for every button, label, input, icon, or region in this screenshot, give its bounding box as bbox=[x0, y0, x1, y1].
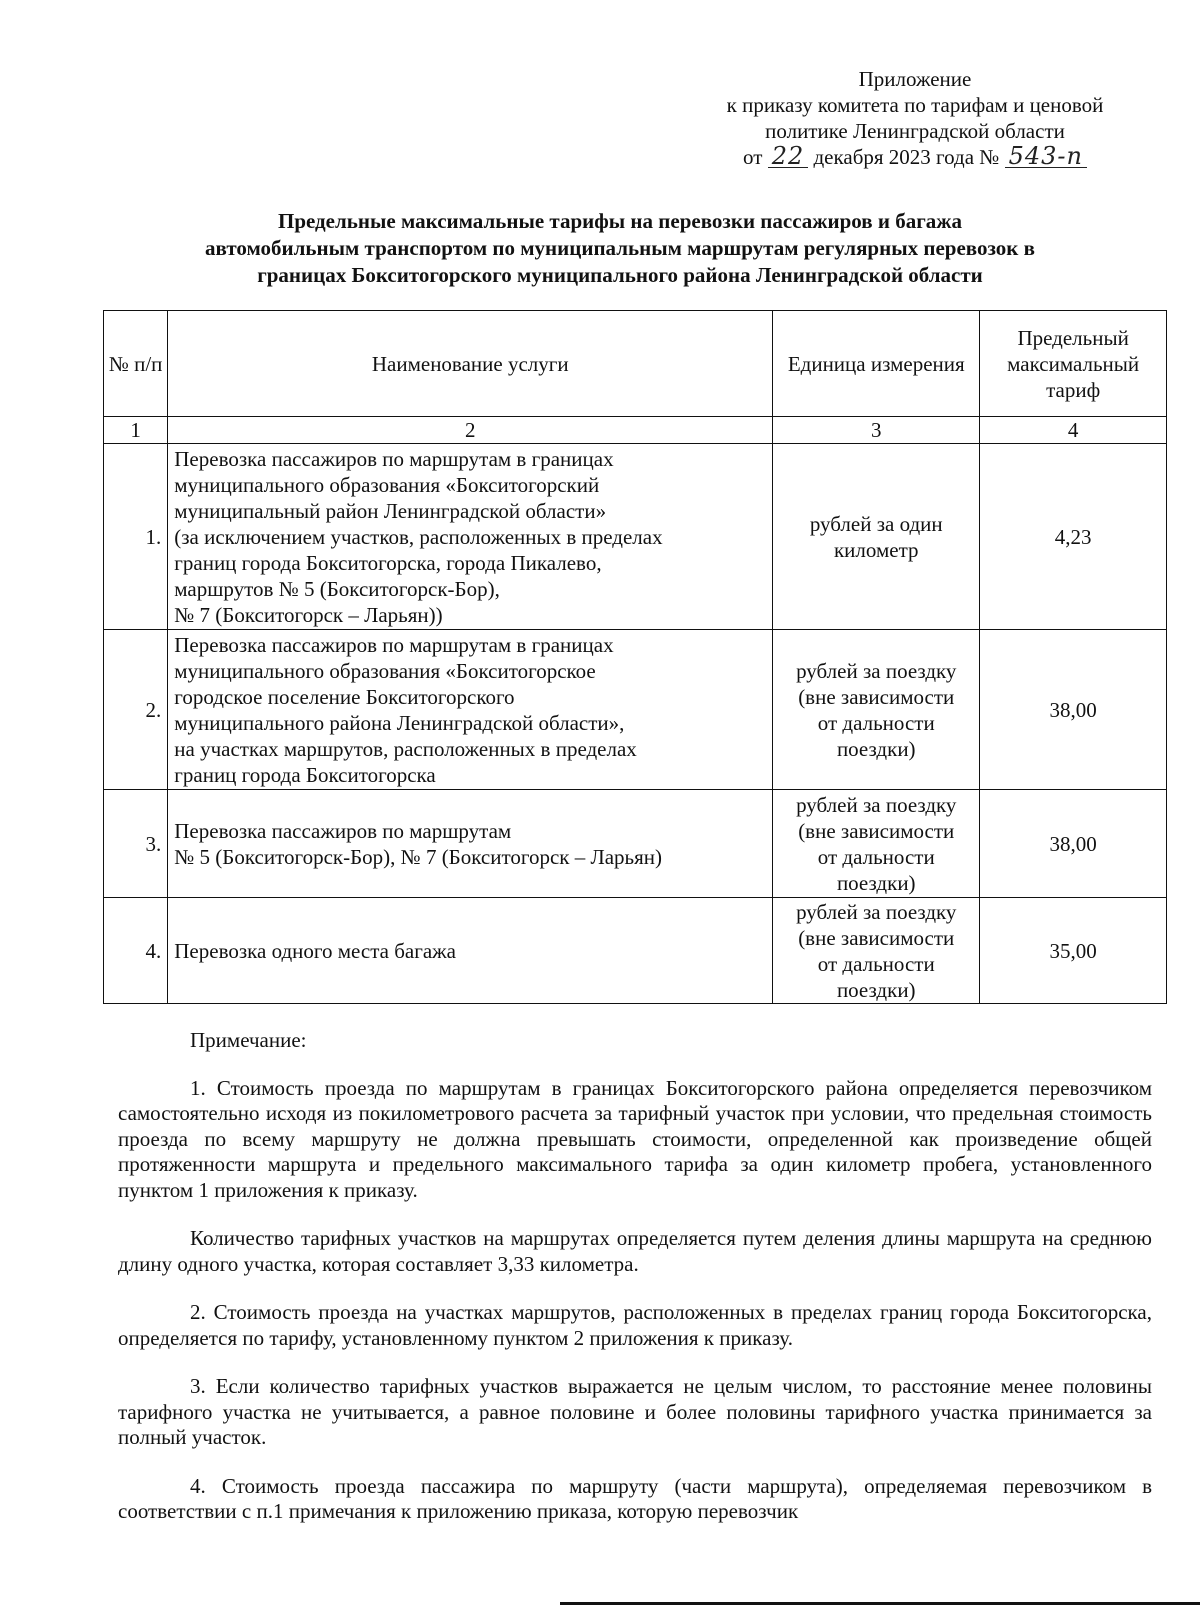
appendix-line: политике Ленинградской области bbox=[765, 119, 1065, 143]
tariff-table bbox=[103, 310, 1167, 1004]
header-tariff: Предельный максимальный тариф bbox=[980, 311, 1167, 417]
appendix-line: Приложение bbox=[858, 67, 972, 91]
appendix-line: к приказу комитета по тарифам и ценовой bbox=[726, 93, 1104, 117]
service-name-text: Перевозка пассажиров по маршрутам в границах муниципального образования «Бокситогорский муниципальный район Ленинградской области» (за исключением участков, расположенных в пределах границ города Бокситогорска, города Пикалево, маршрутов № 5 (Бокситогорск-Бор), № 7 (Бокситогорск – Ларьян)) bbox=[174, 446, 663, 627]
table-row bbox=[104, 444, 1167, 630]
row-number: 2. bbox=[104, 630, 168, 790]
bottom-scan-line bbox=[560, 1602, 1200, 1605]
column-number: 4 bbox=[980, 417, 1167, 444]
date-rest: декабря 2023 года № bbox=[813, 145, 1000, 169]
unit-text: рублей за поездку (вне зависимости от дальности поездки) bbox=[796, 899, 957, 1002]
service-name bbox=[168, 444, 773, 630]
header-num: № п/п bbox=[104, 311, 168, 417]
table-header-row bbox=[104, 311, 1167, 417]
tariff-value: 38,00 bbox=[980, 790, 1167, 898]
tariff-value: 35,00 bbox=[980, 898, 1167, 1004]
title-line: Предельные максимальные тарифы на перевозки пассажиров и багажа bbox=[278, 209, 962, 233]
tariff-value: 38,00 bbox=[980, 630, 1167, 790]
note-paragraph: 4. Стоимость проезда пассажира по маршруту (части маршрута), определяемая перевозчиком в соответствии с п.1 примечания к приложению приказа, которую перевозчик bbox=[118, 1473, 1152, 1523]
note-paragraph: Количество тарифных участков на маршрутах определяется путем деления длины маршрута на среднюю длину одного участка, которая составляет 3,33 километра. bbox=[118, 1226, 1152, 1276]
appendix-header bbox=[690, 66, 1140, 170]
unit-text: рублей за поездку (вне зависимости от дальности поездки) bbox=[796, 792, 957, 895]
service-name-text: Перевозка пассажиров по маршрутам в границах муниципального образования «Бокситогорское городское поселение Бокситогорского муниципального района Ленинградской области», на участках маршрутов, расположенных в пределах границ города Бокситогорска bbox=[174, 632, 637, 787]
column-number: 2 bbox=[168, 417, 773, 444]
document-title bbox=[100, 208, 1140, 289]
header-name: Наименование услуги bbox=[168, 311, 773, 417]
row-number: 3. bbox=[104, 790, 168, 898]
service-name-text: Перевозка пассажиров по маршрутам № 5 (Бокситогорск-Бор), № 7 (Бокситогорск – Ларьян) bbox=[174, 818, 663, 869]
column-number: 3 bbox=[773, 417, 980, 444]
unit-cell bbox=[773, 444, 980, 630]
row-number: 1. bbox=[104, 444, 168, 630]
handwritten-day: 22 bbox=[768, 145, 809, 168]
order-date-line bbox=[690, 144, 1140, 170]
unit-cell bbox=[773, 790, 980, 898]
table-row bbox=[104, 898, 1167, 1004]
service-name bbox=[168, 630, 773, 790]
note-paragraph: 3. Если количество тарифных участков выражается не целым числом, то расстояние менее половины тарифного участка не учитывается, а равное половине и более половины тарифного участка принимается за полный участок. bbox=[118, 1374, 1152, 1449]
service-name bbox=[168, 790, 773, 898]
date-prefix: от bbox=[743, 145, 763, 169]
column-number: 1 bbox=[104, 417, 168, 444]
row-number: 4. bbox=[104, 898, 168, 1004]
notes-heading: Примечание: bbox=[190, 1028, 307, 1052]
unit-cell bbox=[773, 630, 980, 790]
note-paragraph: 2. Стоимость проезда на участках маршрутов, расположенных в пределах границ города Бокситогорска, определяется по тарифу, установленному пунктом 2 приложения к приказу. bbox=[118, 1300, 1152, 1350]
service-name bbox=[168, 898, 773, 1004]
header-unit: Единица измерения bbox=[773, 311, 980, 417]
title-line: автомобильным транспортом по муниципальным маршрутам регулярных перевозок в bbox=[205, 236, 1035, 260]
title-line: границах Бокситогорского муниципального района Ленинградской области bbox=[257, 263, 983, 287]
handwritten-order-number: 543-п bbox=[1005, 145, 1087, 168]
table-row bbox=[104, 790, 1167, 898]
unit-text: рублей за поездку (вне зависимости от дальности поездки) bbox=[796, 658, 957, 761]
unit-text: рублей за один километр bbox=[809, 511, 943, 562]
note-paragraph: 1. Стоимость проезда по маршрутам в границах Бокситогорского района определяется перевозчиком самостоятельно исходя из покилометрового расчета за тарифный участок при условии, что предельная стоимость проезда по всему маршруту не должна превышать стоимости, определенной как произведение общей протяженности маршрута и предельного максимального тарифа за один километр пробега, установленного пунктом 1 приложения к приказу. bbox=[118, 1075, 1152, 1202]
tariff-value: 4,23 bbox=[980, 444, 1167, 630]
notes-section bbox=[118, 1028, 1152, 1548]
unit-cell bbox=[773, 898, 980, 1004]
column-number-row bbox=[104, 417, 1167, 444]
service-name-text: Перевозка одного места багажа bbox=[174, 938, 456, 963]
table-row bbox=[104, 630, 1167, 790]
